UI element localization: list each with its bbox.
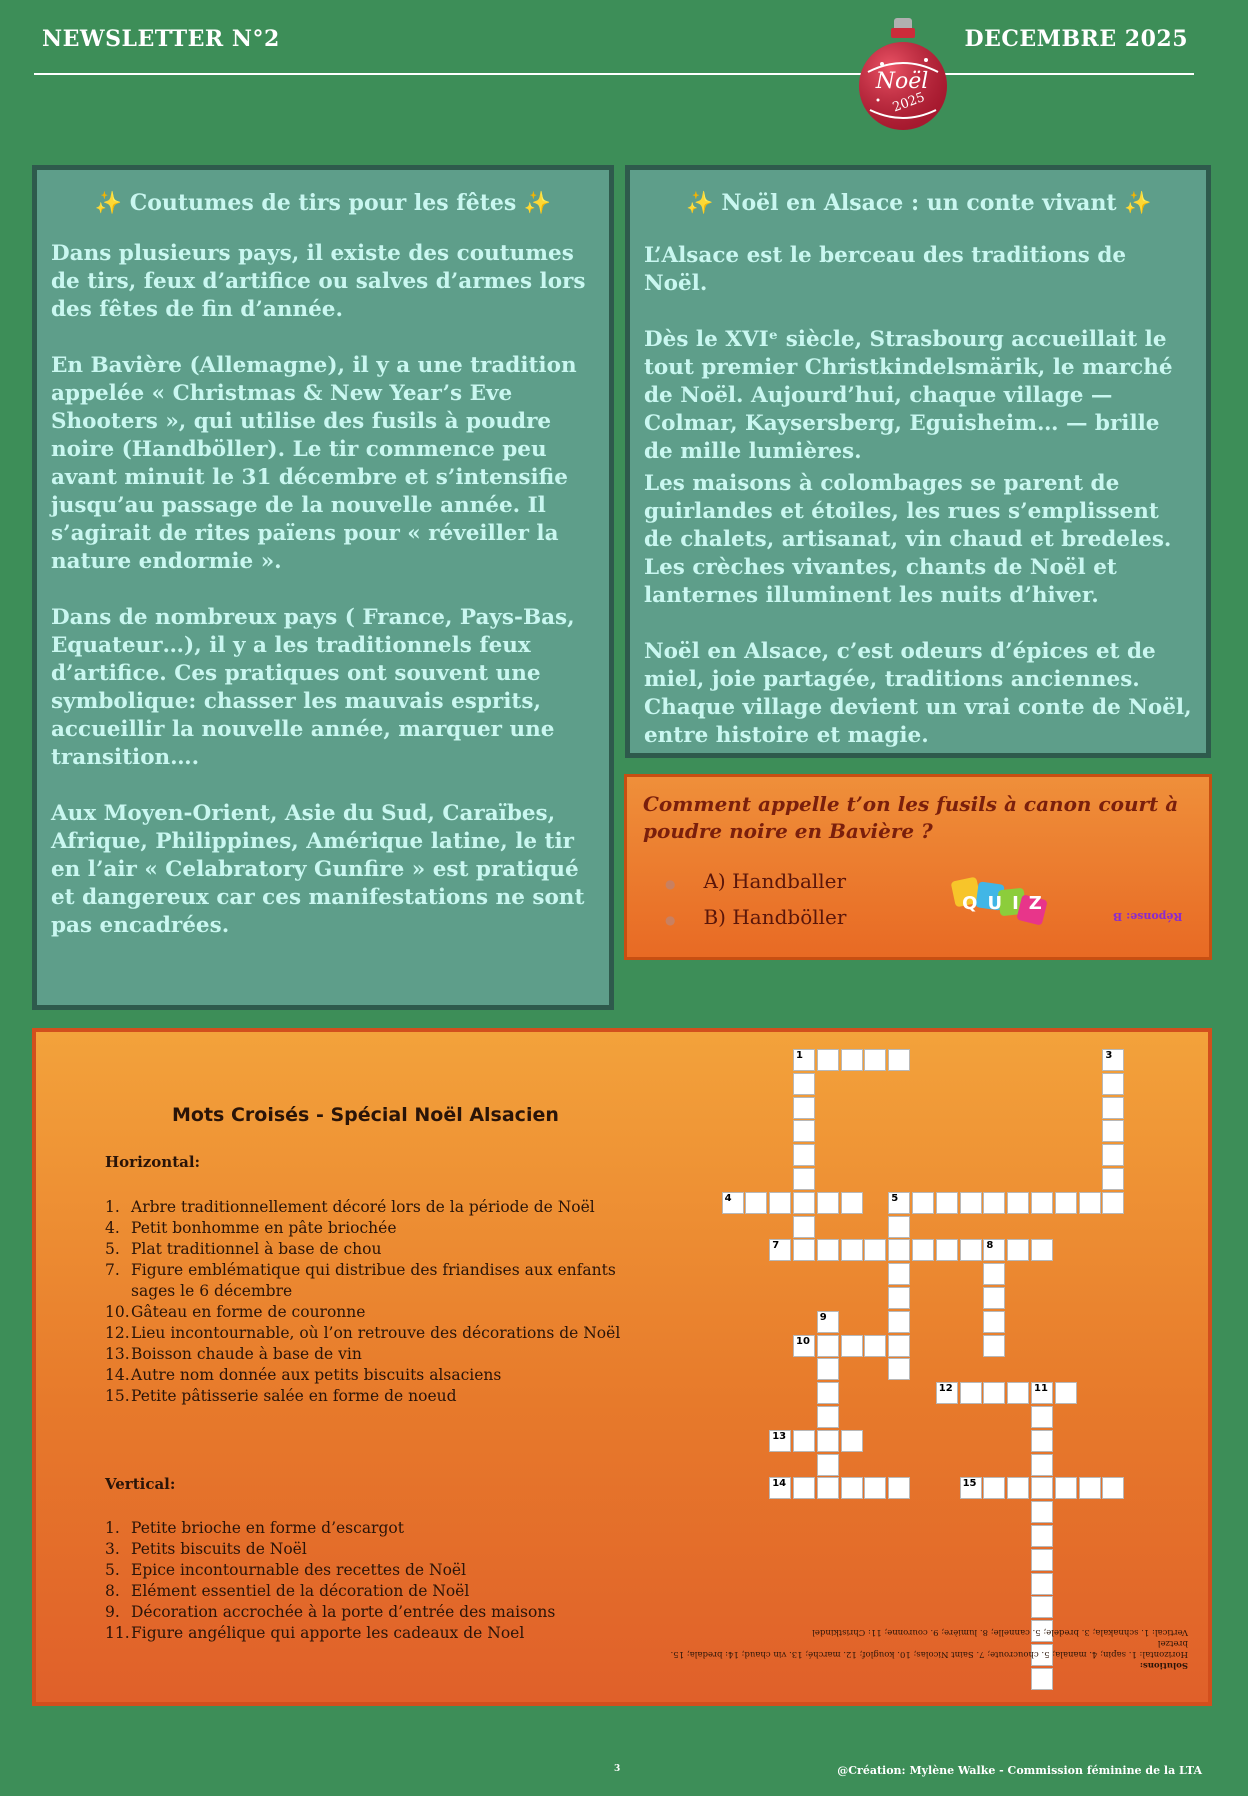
crossword-cell[interactable]	[983, 1335, 1005, 1357]
vertical-heading: Vertical:	[105, 1475, 176, 1493]
crossword-cell[interactable]: 14	[769, 1477, 791, 1499]
crossword-cell[interactable]	[817, 1477, 839, 1499]
page-number: 3	[614, 1764, 621, 1774]
christmas-ornament-icon	[858, 14, 948, 148]
horizontal-heading: Horizontal:	[105, 1153, 201, 1171]
crossword-cell[interactable]	[888, 1335, 910, 1357]
crossword-cell[interactable]	[1031, 1596, 1053, 1618]
crossword-title: Mots Croisés - Spécial Noël Alsacien	[172, 1104, 559, 1126]
ornament-text-year: 2025	[890, 90, 927, 116]
crossword-cell[interactable]	[1102, 1097, 1124, 1119]
crossword-cell[interactable]: 13	[769, 1430, 791, 1452]
alsace-paragraph-2: Dès le XVIᵉ siècle, Strasbourg accueillait le tout premier Christkindelsmärik, le marché de Noël. Aujourd’hui, chaque village — Colmar, Kaysersberg, Eguisheim… — brille de mille lumières.	[644, 327, 1173, 464]
crossword-cell[interactable]	[888, 1477, 910, 1499]
crossword-cell[interactable]: 7	[769, 1239, 791, 1261]
crossword-cell[interactable]	[793, 1239, 815, 1261]
crossword-cell[interactable]	[1031, 1525, 1053, 1547]
customs-paragraph-3: Dans de nombreux pays ( France, Pays-Bas, Equateur…), il y a les traditionnels feux d’artifice. Ces pratiques ont souvent une symbolique: chasser les mauvais esprits, accueillir la nouvelle année, marquer une transition….	[51, 605, 575, 770]
crossword-cell[interactable]	[841, 1335, 863, 1357]
crossword-cell[interactable]	[960, 1382, 982, 1404]
crossword-cell[interactable]	[817, 1382, 839, 1404]
crossword-cell[interactable]: 5	[888, 1192, 910, 1214]
crossword-cell[interactable]	[817, 1192, 839, 1214]
crossword-cell[interactable]	[912, 1192, 934, 1214]
crossword-cell[interactable]	[817, 1335, 839, 1357]
quiz-box	[624, 774, 1212, 960]
crossword-cell[interactable]: 15	[960, 1477, 982, 1499]
crossword-cell[interactable]	[1079, 1192, 1101, 1214]
quiz-option-a[interactable]: ● A) Handballer	[665, 869, 847, 893]
clue-item: 14. Autre nom donnée aux petits biscuits alsaciens	[105, 1366, 502, 1384]
clue-item: 13. Boisson chaude à base de vin	[105, 1345, 362, 1363]
crossword-cell[interactable]	[1102, 1192, 1124, 1214]
crossword-cell[interactable]	[1031, 1573, 1053, 1595]
crossword-cell[interactable]	[1031, 1668, 1053, 1690]
alsace-paragraph-1: L’Alsace est le berceau des traditions de Noël.	[644, 243, 1127, 296]
crossword-cell[interactable]	[888, 1049, 910, 1071]
alsace-paragraph-3: Les maisons à colombages se parent de guirlandes et étoiles, les rues s’emplissent de chalets, artisanat, vin chaud et bredeles. Les crèches vivantes, chants de Noël et lanternes illuminent les nuits d’hiver.	[644, 471, 1172, 608]
crossword-cell[interactable]	[1031, 1192, 1053, 1214]
crossword-cell[interactable]	[793, 1430, 815, 1452]
quiz-answer: Réponse: B	[1113, 910, 1183, 923]
crossword-cell[interactable]	[888, 1287, 910, 1309]
crossword-cell[interactable]	[793, 1120, 815, 1142]
crossword-cell[interactable]	[1031, 1549, 1053, 1571]
crossword-cell[interactable]	[864, 1477, 886, 1499]
crossword-cell[interactable]: 1	[793, 1049, 815, 1071]
crossword-cell[interactable]	[888, 1311, 910, 1333]
crossword-cell[interactable]	[983, 1263, 1005, 1285]
crossword-cell[interactable]	[1102, 1073, 1124, 1095]
clue-item: 7. Figure emblématique qui distribue des friandises aux enfants sages le 6 décembre	[105, 1261, 616, 1300]
crossword-cell[interactable]	[960, 1192, 982, 1214]
clue-item: 10. Gâteau en forme de couronne	[105, 1303, 366, 1321]
crossword-cell[interactable]	[841, 1430, 863, 1452]
crossword-cell[interactable]	[1102, 1144, 1124, 1166]
quiz-logo-text: QUIZ	[962, 893, 1052, 914]
footer-credit: @Création: Mylène Walke - Commission féminine de la LTA	[837, 1764, 1202, 1777]
crossword-cell[interactable]	[793, 1097, 815, 1119]
clue-item: 9. Décoration accrochée à la porte d’entrée des maisons	[105, 1603, 556, 1621]
crossword-cell[interactable]	[1102, 1477, 1124, 1499]
crossword-cell[interactable]	[1031, 1477, 1053, 1499]
crossword-cell[interactable]	[1031, 1430, 1053, 1452]
newsletter-date: DECEMBRE 2025	[964, 26, 1188, 52]
alsace-title: ✨ Noël en Alsace : un conte vivant ✨	[686, 190, 1152, 216]
clue-item: 3. Petits biscuits de Noël	[105, 1540, 307, 1558]
crossword-cell[interactable]	[817, 1049, 839, 1071]
crossword-cell[interactable]	[864, 1049, 886, 1071]
crossword-cell[interactable]: 8	[983, 1239, 1005, 1261]
crossword-cell[interactable]	[936, 1192, 958, 1214]
clue-item: 1. Arbre traditionnellement décoré lors de la période de Noël	[105, 1198, 595, 1216]
crossword-cell[interactable]	[841, 1192, 863, 1214]
crossword-cell[interactable]	[864, 1335, 886, 1357]
header-rule	[34, 73, 1194, 75]
crossword-cell[interactable]	[817, 1239, 839, 1261]
crossword-cell[interactable]: 10	[793, 1335, 815, 1357]
crossword-cell[interactable]	[745, 1192, 767, 1214]
crossword-cell[interactable]	[1079, 1477, 1101, 1499]
crossword-cell[interactable]	[1031, 1454, 1053, 1476]
customs-panel	[32, 165, 614, 1010]
customs-paragraph-2: En Bavière (Allemagne), il y a une tradition appelée « Christmas & New Year’s Eve Shooters », qui utilise des fusils à poudre noire (Handböller). Le tir commence peu avant minuit le 31 décembre et s’intensifie jusqu’au passage de la nouvelle année. Il s’agirait de rites païens pour « réveiller la nature endormie ».	[51, 353, 577, 574]
crossword-cell[interactable]: 9	[817, 1311, 839, 1333]
alsace-panel	[625, 165, 1211, 758]
customs-paragraph-1: Dans plusieurs pays, il existe des coutumes de tirs, feux d’artifice ou salves d’armes lors des fêtes de fin d’année.	[51, 241, 586, 322]
crossword-cell[interactable]	[960, 1239, 982, 1261]
crossword-cell[interactable]	[1031, 1501, 1053, 1523]
ornament-text-noel: Noël	[875, 69, 929, 94]
crossword-cell[interactable]	[1102, 1168, 1124, 1190]
crossword-cell[interactable]	[983, 1382, 1005, 1404]
crossword-cell[interactable]	[769, 1192, 791, 1214]
crossword-grid	[36, 1032, 1208, 1702]
crossword-cell[interactable]	[817, 1454, 839, 1476]
crossword-cell[interactable]	[1007, 1192, 1029, 1214]
crossword-cell[interactable]: 12	[936, 1382, 958, 1404]
newsletter-number: NEWSLETTER N°2	[42, 26, 280, 52]
crossword-cell[interactable]	[983, 1311, 1005, 1333]
clue-item: 5. Plat traditionnel à base de chou	[105, 1240, 382, 1258]
crossword-cell[interactable]	[936, 1239, 958, 1261]
crossword-cell[interactable]	[793, 1168, 815, 1190]
clue-item: 15. Petite pâtisserie salée en forme de noeud	[105, 1387, 457, 1405]
crossword-cell[interactable]	[1007, 1239, 1029, 1261]
crossword-cell[interactable]	[888, 1239, 910, 1261]
crossword-cell[interactable]	[793, 1477, 815, 1499]
clue-item: 11. Figure angélique qui apporte les cadeaux de Noel	[105, 1624, 525, 1642]
crossword-cell[interactable]	[1031, 1239, 1053, 1261]
crossword-cell[interactable]	[1007, 1477, 1029, 1499]
crossword-cell[interactable]	[793, 1192, 815, 1214]
crossword-cell[interactable]	[912, 1239, 934, 1261]
crossword-cell[interactable]	[983, 1477, 1005, 1499]
crossword-cell[interactable]	[888, 1216, 910, 1238]
crossword-cell[interactable]	[1055, 1477, 1077, 1499]
crossword-cell[interactable]	[817, 1358, 839, 1380]
crossword-cell[interactable]	[1055, 1382, 1077, 1404]
clue-item: 8. Elément essentiel de la décoration de Noël	[105, 1582, 470, 1600]
crossword-cell[interactable]: 3	[1102, 1049, 1124, 1071]
crossword-cell[interactable]	[793, 1216, 815, 1238]
crossword-cell[interactable]	[1102, 1120, 1124, 1142]
clue-item: 12. Lieu incontournable, où l’on retrouve des décorations de Noël	[105, 1324, 621, 1342]
customs-paragraph-4: Aux Moyen-Orient, Asie du Sud, Caraïbes, Afrique, Philippines, Amérique latine, le tir en l’air « Celabratory Gunfire » est pratiqué et dangereux car ces manifestations ne sont pas encadrées.	[51, 801, 585, 938]
alsace-paragraph-4: Noël en Alsace, c’est odeurs d’épices et de miel, joie partagée, traditions anciennes. Chaque village devient un vrai conte de Noël, entre histoire et magie.	[644, 639, 1192, 748]
crossword-cell[interactable]: 4	[722, 1192, 744, 1214]
crossword-cell[interactable]	[841, 1477, 863, 1499]
crossword-cell[interactable]	[793, 1144, 815, 1166]
clue-item: 5. Epice incontournable des recettes de Noël	[105, 1561, 467, 1579]
crossword-cell[interactable]	[1007, 1382, 1029, 1404]
crossword-cell[interactable]	[983, 1192, 1005, 1214]
clue-item: 4. Petit bonhomme en pâte briochée	[105, 1219, 397, 1237]
quiz-option-b[interactable]: ● B) Handböller	[665, 905, 847, 929]
customs-title: ✨ Coutumes de tirs pour les fêtes ✨	[94, 190, 552, 216]
crossword-cell[interactable]: 11	[1031, 1382, 1053, 1404]
crossword-cell[interactable]	[864, 1239, 886, 1261]
crossword-panel	[32, 1028, 1212, 1706]
crossword-solutions: Solutions: Horizontal: 1. sapin; 4. manala; 5. choucroute; 7. Saint Nicolas; 10. kouglof; 12. marché; 13. vin chaud; 14: bredala; 15. bretzel Vertical: 1. schnakala; 3. bredele; 5. cannelle; 8. lumière; 9. couronne; 11: Christkindel	[670, 1627, 1188, 1670]
crossword-cell[interactable]	[888, 1358, 910, 1380]
crossword-cell[interactable]	[1055, 1192, 1077, 1214]
crossword-cell[interactable]	[817, 1406, 839, 1428]
quiz-logo-icon	[947, 865, 1057, 945]
crossword-cell[interactable]	[841, 1049, 863, 1071]
crossword-cell[interactable]	[841, 1239, 863, 1261]
quiz-question: Comment appelle t’on les fusils à canon court à poudre noire en Bavière ?	[643, 792, 1179, 843]
clue-item: 1. Petite brioche en forme d’escargot	[105, 1519, 404, 1537]
crossword-cell[interactable]	[793, 1073, 815, 1095]
crossword-cell[interactable]	[1031, 1406, 1053, 1428]
crossword-cell[interactable]	[983, 1287, 1005, 1309]
crossword-cell[interactable]	[817, 1430, 839, 1452]
crossword-cell[interactable]	[888, 1263, 910, 1285]
